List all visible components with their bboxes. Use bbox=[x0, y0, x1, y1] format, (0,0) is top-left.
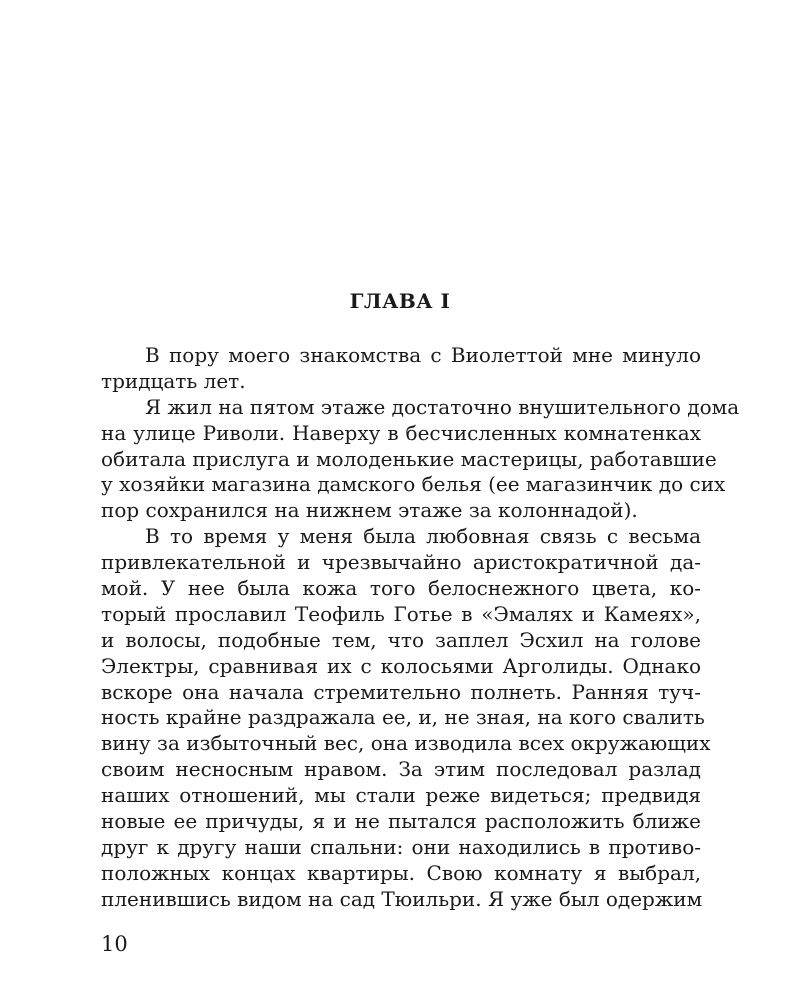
text-line: новые ее причуды, я и не пытался расположить ближе bbox=[101, 809, 701, 834]
text-line: Я жил на пятом этаже достаточно внушительного дома bbox=[145, 394, 740, 419]
text-line: Электры, сравнивая их с колосьями Арголиды. Однако bbox=[101, 653, 701, 678]
text-line: наших отношений, мы стали реже видеться; предвидя bbox=[101, 783, 701, 808]
text-line: вину за избыточный вес, она изводила всех окружающих bbox=[101, 731, 711, 756]
chapter-title: ГЛАВА I bbox=[349, 289, 451, 313]
text-line: торый прославил Теофиль Готье в «Эмалях и Камеях», bbox=[101, 601, 701, 626]
text-line: мой. У нее была кожа того белоснежного цвета, ко- bbox=[101, 576, 701, 601]
text-line: ность крайне раздражала ее, и, не зная, на кого свалить bbox=[101, 705, 705, 730]
text-line: В пору моего знакомства с Виолеттой мне минуло bbox=[145, 343, 701, 367]
text-line: на улице Риволи. Наверху в бесчисленных комнатенках bbox=[101, 420, 701, 445]
text-line: обитала прислуга и молоденькие мастерицы, работавшие bbox=[101, 446, 717, 471]
page-number: 10 bbox=[101, 932, 128, 956]
text-line: тридцать лет. bbox=[101, 368, 246, 393]
text-line: вскоре она начала стремительно полнеть. Ранняя туч- bbox=[101, 679, 701, 704]
body-text bbox=[101, 343, 740, 913]
text-line: своим несносным нравом. За этим последовал разлад bbox=[101, 757, 701, 782]
text-line: положных концах квартиры. Свою комнату я выбрал, bbox=[101, 860, 701, 885]
text-line: пленившись видом на сад Тюильри. Я уже был одержим bbox=[101, 886, 703, 911]
text-line: привлекательной и чрезвычайно аристократичной да- bbox=[101, 550, 701, 575]
text-line: друг к другу наши спальни: они находились в противо- bbox=[101, 834, 701, 859]
text-line: В то время у меня была любовная связь с весьма bbox=[145, 524, 701, 549]
text-line: у хозяйки магазина дамского белья (ее магазинчик до сих bbox=[101, 472, 726, 497]
text-line: пор сохранился на нижнем этаже за колоннадой). bbox=[101, 498, 638, 523]
text-line: и волосы, подобные тем, что заплел Эсхил на голове bbox=[101, 627, 701, 652]
